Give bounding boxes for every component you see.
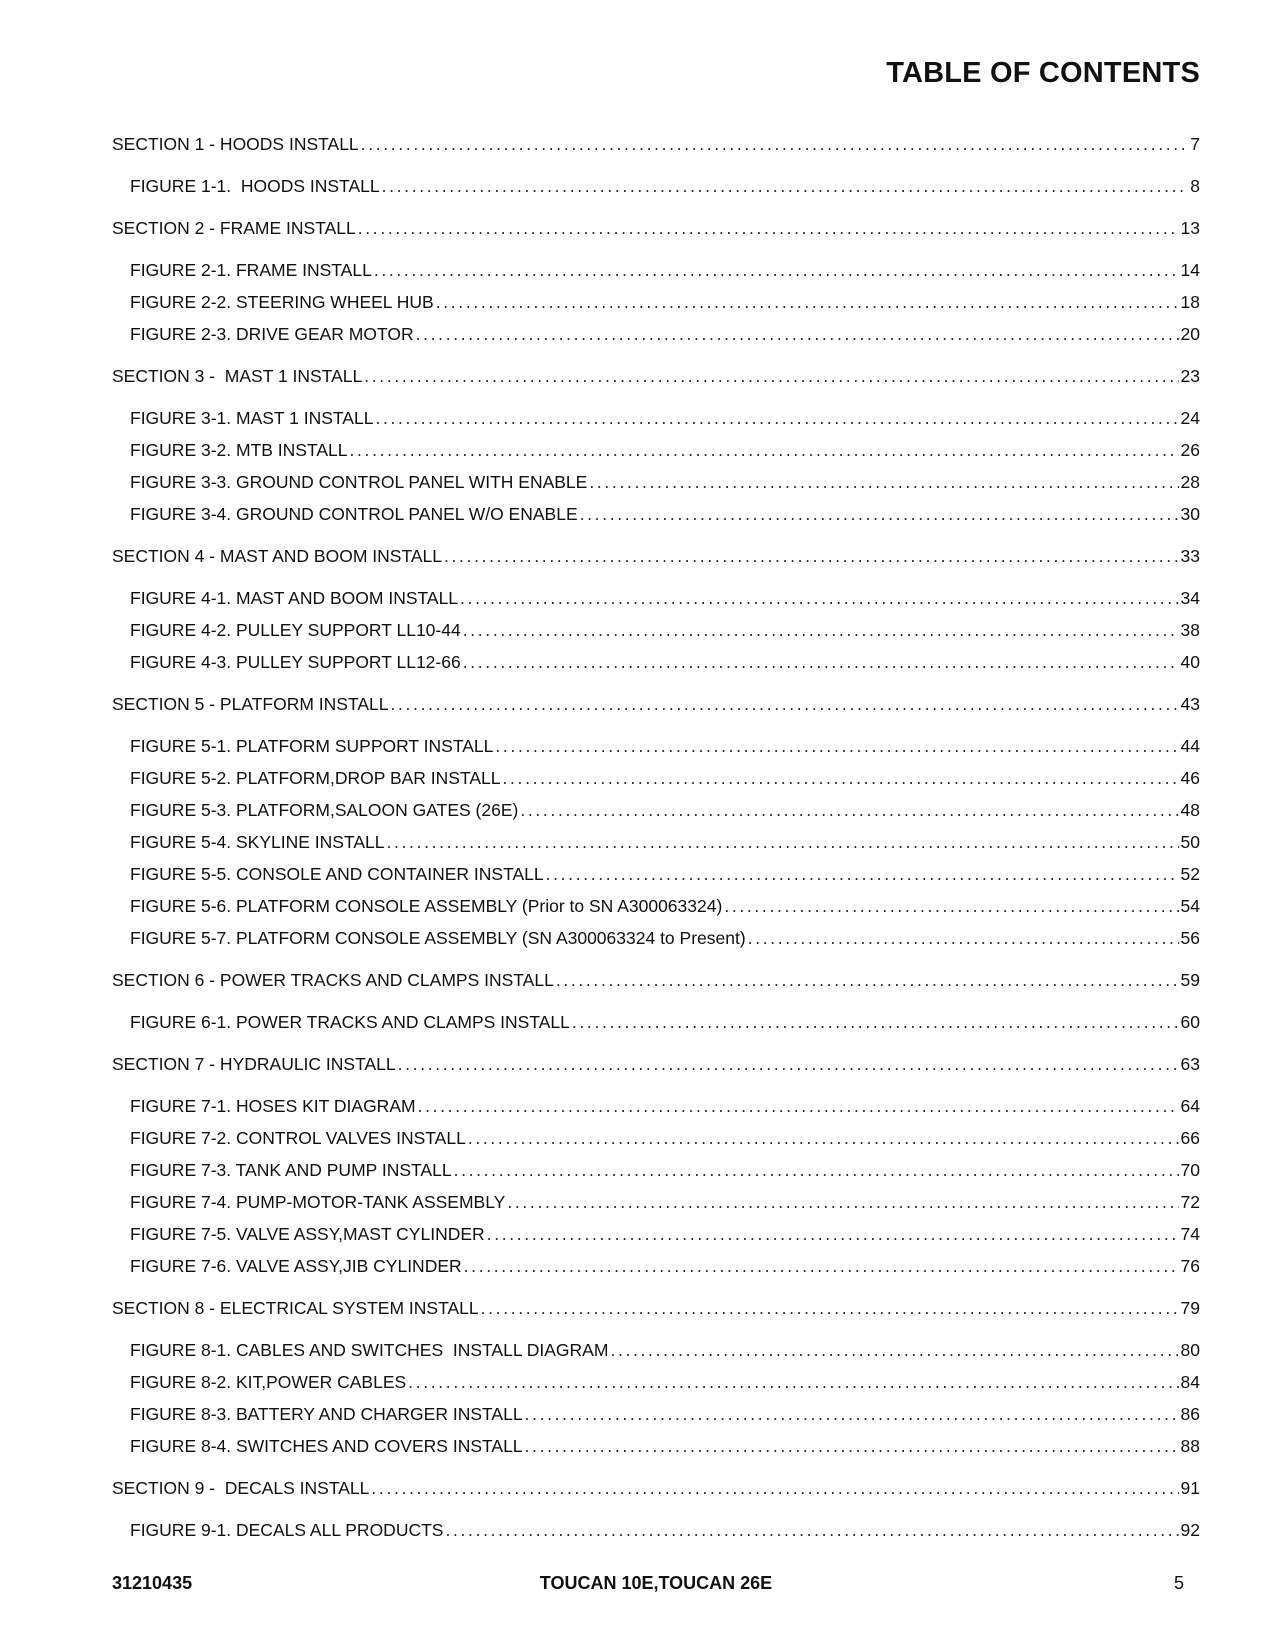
toc-entry-label: FIGURE 4-3. PULLEY SUPPORT LL12-66 <box>130 652 461 672</box>
toc-figure-entry[interactable] <box>112 1128 1200 1148</box>
toc-figure-entry[interactable] <box>112 1012 1200 1032</box>
toc-figure-entry[interactable] <box>112 260 1200 280</box>
toc-entry-label: FIGURE 7-5. VALVE ASSY,MAST CYLINDER <box>130 1224 485 1244</box>
dot-leader <box>525 1436 1179 1456</box>
toc-figure-entry[interactable] <box>112 832 1200 852</box>
toc-entry-page: 76 <box>1180 1256 1200 1276</box>
page-number: 5 <box>1173 1573 1184 1593</box>
toc-figure-entry[interactable] <box>112 1436 1200 1456</box>
toc-figure-entry[interactable] <box>112 1192 1200 1212</box>
toc-entry-page: 26 <box>1180 440 1200 460</box>
dot-leader <box>610 1340 1178 1360</box>
document-number: 31210435 <box>112 1573 193 1593</box>
toc-entry-label: FIGURE 7-3. TANK AND PUMP INSTALL <box>130 1160 452 1180</box>
toc-entry-page: 74 <box>1180 1224 1200 1244</box>
toc-entry-page: 70 <box>1180 1160 1200 1180</box>
toc-entry-label: FIGURE 8-1. CABLES AND SWITCHES INSTALL DIAGRAM <box>130 1340 609 1360</box>
dot-leader <box>580 504 1179 524</box>
toc-entry-label: FIGURE 8-3. BATTERY AND CHARGER INSTALL <box>130 1404 523 1424</box>
toc-entry-label: FIGURE 5-2. PLATFORM,DROP BAR INSTALL <box>130 768 501 788</box>
dot-leader <box>503 768 1179 788</box>
toc-entry-page: 64 <box>1180 1096 1200 1116</box>
dot-leader <box>416 324 1179 344</box>
dot-leader <box>463 652 1179 672</box>
toc-entry-page: 59 <box>1180 970 1200 990</box>
toc-figure-entry[interactable] <box>112 736 1200 756</box>
toc-entry-label: SECTION 5 - PLATFORM INSTALL <box>112 694 389 714</box>
dot-leader <box>454 1160 1179 1180</box>
dot-leader <box>481 1298 1179 1318</box>
toc-entry-page: 14 <box>1180 260 1200 280</box>
dot-leader <box>520 800 1178 820</box>
toc-entry-page: 43 <box>1180 694 1200 714</box>
toc-entry-page: 66 <box>1180 1128 1200 1148</box>
toc-figure-entry[interactable] <box>112 800 1200 820</box>
page-title: TABLE OF CONTENTS <box>886 57 1200 89</box>
toc-entry-label: FIGURE 9-1. DECALS ALL PRODUCTS <box>130 1520 444 1540</box>
toc-section-entry[interactable] <box>112 1478 1200 1498</box>
toc-entry-page: 52 <box>1180 864 1200 884</box>
toc-figure-entry[interactable] <box>112 472 1200 492</box>
toc-figure-entry[interactable] <box>112 620 1200 640</box>
toc-entry-label: FIGURE 2-1. FRAME INSTALL <box>130 260 372 280</box>
toc-entry-label: SECTION 2 - FRAME INSTALL <box>112 218 356 238</box>
toc-entry-label: FIGURE 4-1. MAST AND BOOM INSTALL <box>130 588 459 608</box>
toc-entry-page: 33 <box>1180 546 1200 566</box>
toc-entry-label: FIGURE 7-2. CONTROL VALVES INSTALL <box>130 1128 466 1148</box>
dot-leader <box>361 134 1189 154</box>
toc-entry-label: SECTION 6 - POWER TRACKS AND CLAMPS INSTALL <box>112 970 554 990</box>
dot-leader <box>374 260 1179 280</box>
toc-entry-page: 86 <box>1180 1404 1200 1424</box>
toc-entry-label: FIGURE 1-1. HOODS INSTALL <box>130 176 380 196</box>
toc-entry-page: 20 <box>1180 324 1200 344</box>
toc-entry-label: SECTION 7 - HYDRAULIC INSTALL <box>112 1054 396 1074</box>
toc-entry-page: 7 <box>1190 134 1200 154</box>
model-name: TOUCAN 10E,TOUCAN 26E <box>539 1573 773 1593</box>
toc-figure-entry[interactable] <box>112 1520 1200 1540</box>
dot-leader <box>375 408 1178 428</box>
toc-figure-entry[interactable] <box>112 896 1200 916</box>
toc-entry-page: 56 <box>1180 928 1200 948</box>
toc-entry-page: 8 <box>1190 176 1200 196</box>
toc-figure-entry[interactable] <box>112 1340 1200 1360</box>
toc-entry-page: 63 <box>1180 1054 1200 1074</box>
dot-leader <box>445 1520 1178 1540</box>
toc-entry-page: 48 <box>1180 800 1200 820</box>
toc-entry-page: 40 <box>1180 652 1200 672</box>
table-of-contents <box>112 130 1200 1540</box>
toc-entry-label: FIGURE 7-1. HOSES KIT DIAGRAM <box>130 1096 416 1116</box>
page-footer <box>112 1573 1200 1597</box>
toc-entry-page: 30 <box>1180 504 1200 524</box>
toc-figure-entry[interactable] <box>112 324 1200 344</box>
toc-figure-entry[interactable] <box>112 440 1200 460</box>
toc-figure-entry[interactable] <box>112 504 1200 524</box>
toc-entry-label: FIGURE 3-1. MAST 1 INSTALL <box>130 408 374 428</box>
toc-section-entry[interactable] <box>112 970 1200 990</box>
dot-leader <box>460 588 1179 608</box>
toc-figure-entry[interactable] <box>112 928 1200 948</box>
dot-leader <box>464 1256 1179 1276</box>
toc-figure-entry[interactable] <box>112 768 1200 788</box>
toc-entry-label: FIGURE 5-5. CONSOLE AND CONTAINER INSTALL <box>130 864 544 884</box>
toc-entry-page: 80 <box>1180 1340 1200 1360</box>
toc-entry-page: 46 <box>1180 768 1200 788</box>
toc-entry-label: SECTION 1 - HOODS INSTALL <box>112 134 359 154</box>
toc-entry-page: 92 <box>1180 1520 1200 1540</box>
toc-entry-page: 54 <box>1180 896 1200 916</box>
dot-leader <box>589 472 1178 492</box>
toc-entry-page: 18 <box>1180 292 1200 312</box>
toc-entry-page: 38 <box>1180 620 1200 640</box>
toc-entry-label: FIGURE 2-2. STEERING WHEEL HUB <box>130 292 434 312</box>
dot-leader <box>556 970 1179 990</box>
toc-entry-label: FIGURE 5-6. PLATFORM CONSOLE ASSEMBLY (Prior to SN A300063324) <box>130 896 723 916</box>
toc-section-entry[interactable] <box>112 694 1200 714</box>
dot-leader <box>572 1012 1179 1032</box>
dot-leader <box>463 620 1179 640</box>
toc-entry-label: FIGURE 8-4. SWITCHES AND COVERS INSTALL <box>130 1436 523 1456</box>
toc-entry-label: FIGURE 5-3. PLATFORM,SALOON GATES (26E) <box>130 800 519 820</box>
dot-leader <box>444 546 1179 566</box>
toc-entry-page: 23 <box>1180 366 1200 386</box>
toc-entry-page: 28 <box>1180 472 1200 492</box>
toc-entry-label: FIGURE 5-1. PLATFORM SUPPORT INSTALL <box>130 736 494 756</box>
toc-entry-label: FIGURE 3-4. GROUND CONTROL PANEL W/O ENABLE <box>130 504 578 524</box>
toc-section-entry[interactable] <box>112 546 1200 566</box>
dot-leader <box>358 218 1179 238</box>
toc-entry-label: FIGURE 2-3. DRIVE GEAR MOTOR <box>130 324 414 344</box>
dot-leader <box>386 832 1178 852</box>
dot-leader <box>507 1192 1178 1212</box>
toc-entry-page: 79 <box>1180 1298 1200 1318</box>
toc-entry-label: FIGURE 3-3. GROUND CONTROL PANEL WITH ENABLE <box>130 472 588 492</box>
toc-entry-label: FIGURE 7-6. VALVE ASSY,JIB CYLINDER <box>130 1256 462 1276</box>
dot-leader <box>546 864 1179 884</box>
toc-section-entry[interactable] <box>112 218 1200 238</box>
dot-leader <box>390 694 1178 714</box>
toc-entry-label: FIGURE 8-2. KIT,POWER CABLES <box>130 1372 407 1392</box>
toc-figure-entry[interactable] <box>112 292 1200 312</box>
toc-entry-label: FIGURE 4-2. PULLEY SUPPORT LL10-44 <box>130 620 461 640</box>
toc-entry-page: 24 <box>1180 408 1200 428</box>
toc-entry-page: 13 <box>1180 218 1200 238</box>
dot-leader <box>350 440 1179 460</box>
toc-entry-page: 34 <box>1180 588 1200 608</box>
dot-leader <box>748 928 1179 948</box>
dot-leader <box>468 1128 1179 1148</box>
toc-entry-page: 84 <box>1180 1372 1200 1392</box>
toc-entry-page: 50 <box>1180 832 1200 852</box>
toc-section-entry[interactable] <box>112 366 1200 386</box>
toc-figure-entry[interactable] <box>112 652 1200 672</box>
toc-figure-entry[interactable] <box>112 1160 1200 1180</box>
dot-leader <box>364 366 1178 386</box>
dot-leader <box>371 1478 1178 1498</box>
toc-figure-entry[interactable] <box>112 176 1200 196</box>
dot-leader <box>724 896 1178 916</box>
toc-figure-entry[interactable] <box>112 588 1200 608</box>
toc-figure-entry[interactable] <box>112 1404 1200 1424</box>
toc-entry-label: FIGURE 5-4. SKYLINE INSTALL <box>130 832 385 852</box>
toc-entry-page: 91 <box>1180 1478 1200 1498</box>
dot-leader <box>436 292 1179 312</box>
toc-entry-label: FIGURE 6-1. POWER TRACKS AND CLAMPS INSTALL <box>130 1012 570 1032</box>
dot-leader <box>382 176 1189 196</box>
toc-entry-page: 44 <box>1180 736 1200 756</box>
toc-figure-entry[interactable] <box>112 864 1200 884</box>
toc-entry-label: FIGURE 3-2. MTB INSTALL <box>130 440 348 460</box>
toc-section-entry[interactable] <box>112 134 1200 154</box>
toc-entry-page: 72 <box>1180 1192 1200 1212</box>
toc-entry-page: 88 <box>1180 1436 1200 1456</box>
toc-figure-entry[interactable] <box>112 408 1200 428</box>
toc-figure-entry[interactable] <box>112 1372 1200 1392</box>
dot-leader <box>398 1054 1179 1074</box>
toc-section-entry[interactable] <box>112 1054 1200 1074</box>
toc-figure-entry[interactable] <box>112 1096 1200 1116</box>
toc-entry-label: SECTION 9 - DECALS INSTALL <box>112 1478 370 1498</box>
dot-leader <box>525 1404 1179 1424</box>
toc-entry-label: SECTION 4 - MAST AND BOOM INSTALL <box>112 546 442 566</box>
dot-leader <box>495 736 1178 756</box>
dot-leader <box>408 1372 1178 1392</box>
toc-figure-entry[interactable] <box>112 1256 1200 1276</box>
toc-entry-label: SECTION 8 - ELECTRICAL SYSTEM INSTALL <box>112 1298 479 1318</box>
toc-entry-label: SECTION 3 - MAST 1 INSTALL <box>112 366 363 386</box>
toc-entry-label: FIGURE 7-4. PUMP-MOTOR-TANK ASSEMBLY <box>130 1192 506 1212</box>
toc-section-entry[interactable] <box>112 1298 1200 1318</box>
toc-entry-label: FIGURE 5-7. PLATFORM CONSOLE ASSEMBLY (SN A300063324 to Present) <box>130 928 746 948</box>
dot-leader <box>418 1096 1179 1116</box>
dot-leader <box>487 1224 1179 1244</box>
toc-entry-page: 60 <box>1180 1012 1200 1032</box>
toc-figure-entry[interactable] <box>112 1224 1200 1244</box>
